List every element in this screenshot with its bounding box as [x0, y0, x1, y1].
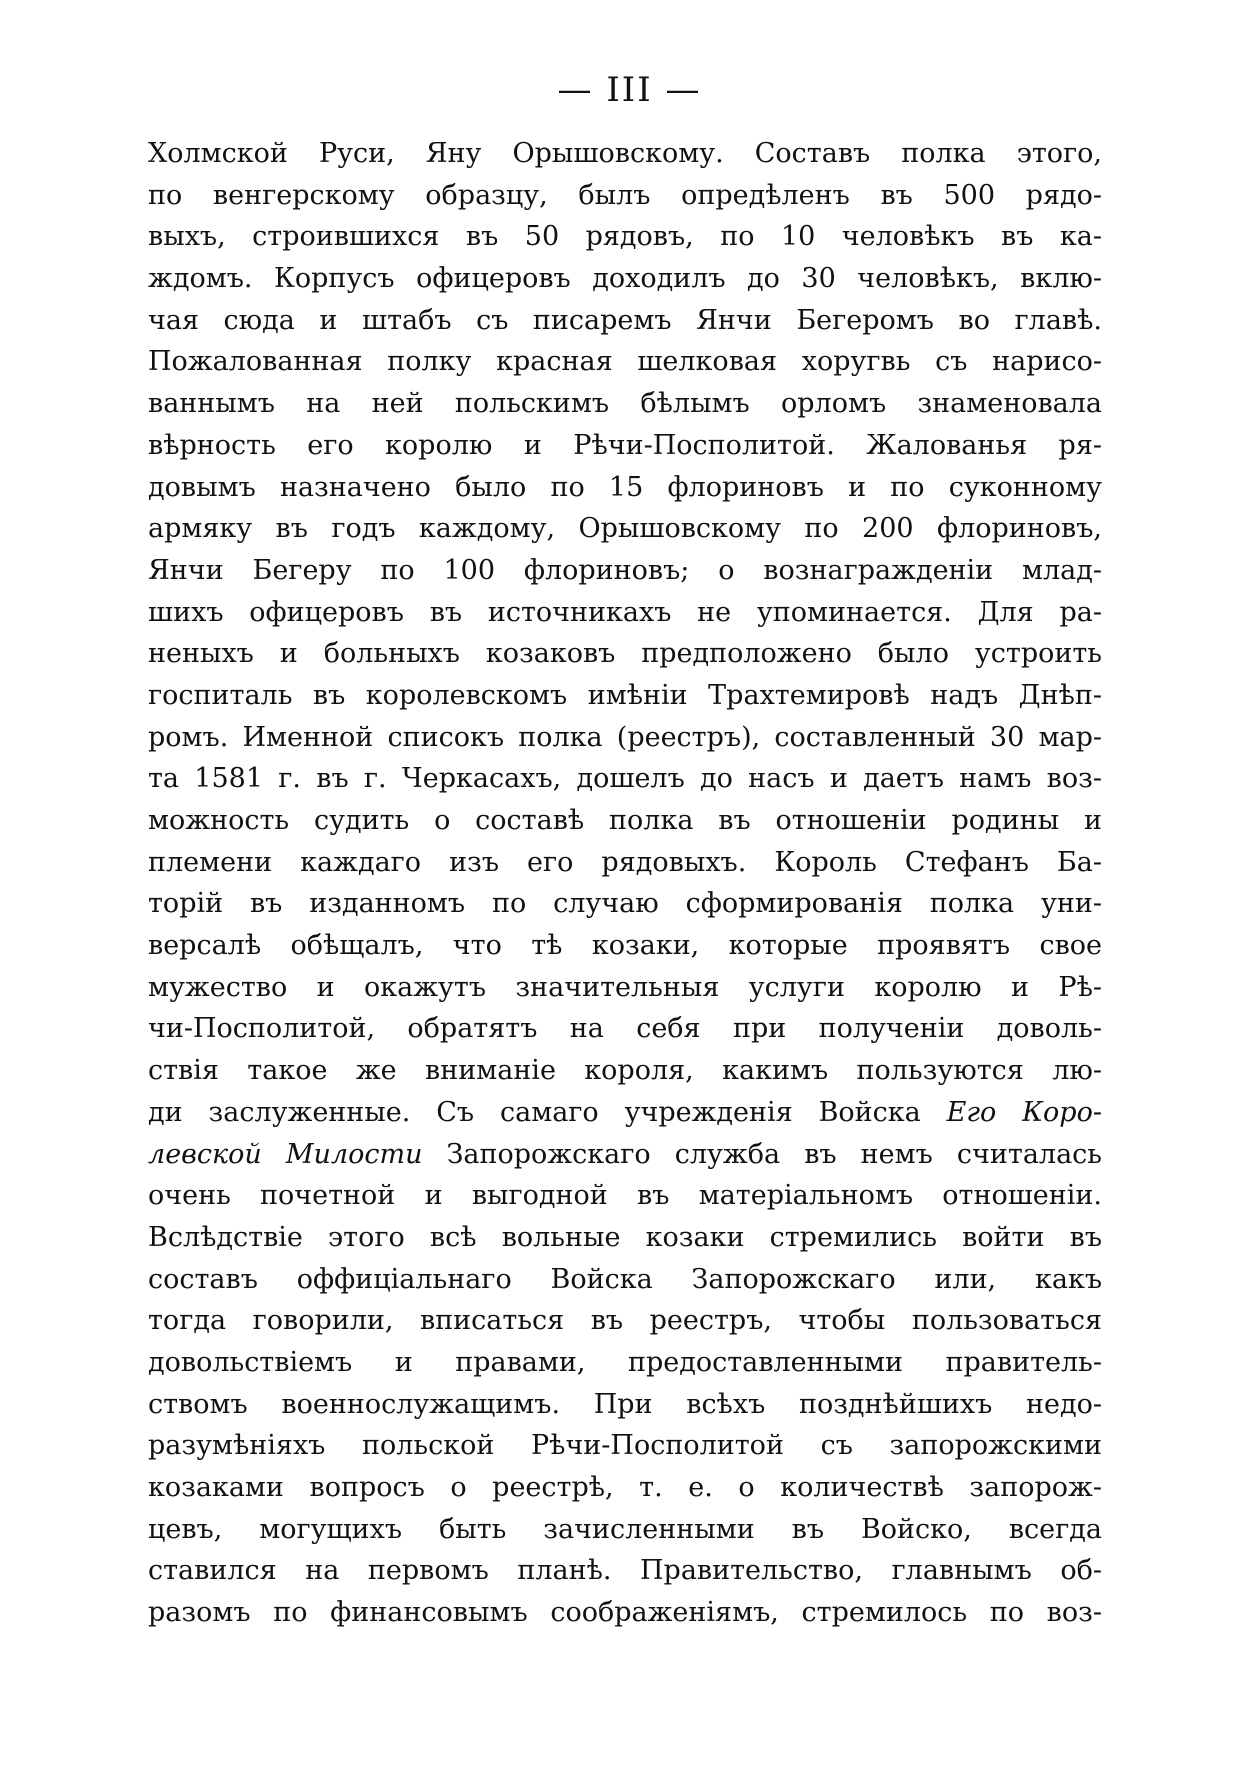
page-number: — III —: [557, 70, 702, 110]
text-line: ждомъ. Корпусъ офицеровъ доходилъ до 30 человѣкъ, вклю-: [148, 263, 1102, 295]
text-line-mixed: [148, 1134, 1102, 1176]
text-span: Запорожскаго служба въ немъ считалась: [446, 1138, 1102, 1170]
text-line: цевъ, могущихъ быть зачисленными въ Войско, всегда: [148, 1513, 1102, 1545]
text-line: можность судить о составѣ полка въ отношеніи родины и: [148, 805, 1102, 836]
text-span: ди заслуженные. Съ самаго учрежденія Войска: [148, 1096, 921, 1128]
text-line: та 1581 г. въ г. Черкасахъ, дошелъ до насъ и даетъ намъ воз-: [148, 763, 1102, 795]
text-line: довымъ назначено было по 15 флориновъ и по суконному: [148, 471, 1102, 503]
text-line: Холмской Руси, Яну Орышовскому. Составъ полка этого,: [148, 138, 1102, 169]
text-line: по венгерскому образцу, былъ опредѣленъ въ 500 рядо-: [148, 179, 1102, 211]
text-line: выхъ, строившихся въ 50 рядовъ, по 10 человѣкъ въ ка-: [148, 221, 1102, 253]
text-line: ствомъ военнослужащимъ. При всѣхъ позднѣйшихъ недо-: [148, 1388, 1102, 1420]
text-line: ваннымъ на ней польскимъ бѣлымъ орломъ знаменовала: [148, 388, 1102, 420]
text-line: Вслѣдствіе этого всѣ вольные козаки стремились войти въ: [148, 1221, 1102, 1253]
text-line: очень почетной и выгодной въ матеріальномъ отношеніи.: [148, 1180, 1102, 1212]
text-line: тогда говорили, вписаться въ реестръ, чтобы пользоваться: [148, 1305, 1102, 1337]
text-line: ромъ. Именной списокъ полка (реестръ), составленный 30 мар-: [148, 721, 1102, 753]
text-line: племени каждаго изъ его рядовыхъ. Король Стефанъ Ба-: [148, 846, 1102, 878]
text-line-mixed: [148, 1092, 1102, 1134]
italic-phrase: Его Коро-: [946, 1096, 1102, 1128]
text-line: ставился на первомъ планѣ. Правительство, главнымъ об-: [148, 1555, 1102, 1587]
text-line: неныхъ и больныхъ козаковъ предположено было устроить: [148, 638, 1102, 670]
text-line: составъ оффиціальнаго Войска Запорожскаго или, какъ: [148, 1263, 1102, 1295]
text-line: вѣрность его королю и Рѣчи-Посполитой. Жалованья ря-: [148, 429, 1102, 461]
text-line: госпиталь въ королевскомъ имѣніи Трахтемировѣ надъ Днѣп-: [148, 679, 1102, 711]
text-line: разомъ по финансовымъ соображеніямъ, стремилось по воз-: [148, 1597, 1102, 1629]
body-text: [148, 133, 1102, 1634]
text-line: мужество и окажутъ значительныя услуги королю и Рѣ-: [148, 971, 1102, 1003]
text-line: чая сюда и штабъ съ писаремъ Янчи Бегеромъ во главѣ.: [148, 304, 1102, 336]
text-line: чи-Посполитой, обратятъ на себя при полученіи доволь-: [148, 1013, 1102, 1045]
text-line: армяку въ годъ каждому, Орышовскому по 200 флориновъ,: [148, 513, 1102, 545]
italic-phrase: левской Милости: [148, 1138, 423, 1170]
text-line: козаками вопросъ о реестрѣ, т. е. о количествѣ запорож-: [148, 1472, 1102, 1503]
text-line: разумѣніяхъ польской Рѣчи-Посполитой съ запорожскими: [148, 1430, 1102, 1462]
text-line: Янчи Бегеру по 100 флориновъ; о вознагражденіи млад-: [148, 554, 1102, 586]
text-line: Пожалованная полку красная шелковая хоругвь съ нарисо-: [148, 346, 1102, 378]
text-line: торій въ изданномъ по случаю сформированія полка уни-: [148, 888, 1102, 920]
text-line: довольствіемъ и правами, предоставленными правитель-: [148, 1346, 1102, 1378]
text-line: ствія такое же вниманіе короля, какимъ пользуются лю-: [148, 1055, 1102, 1087]
text-line: шихъ офицеровъ въ источникахъ не упоминается. Для ра-: [148, 596, 1102, 628]
text-line: версалѣ обѣщалъ, что тѣ козаки, которые проявятъ свое: [148, 930, 1102, 962]
